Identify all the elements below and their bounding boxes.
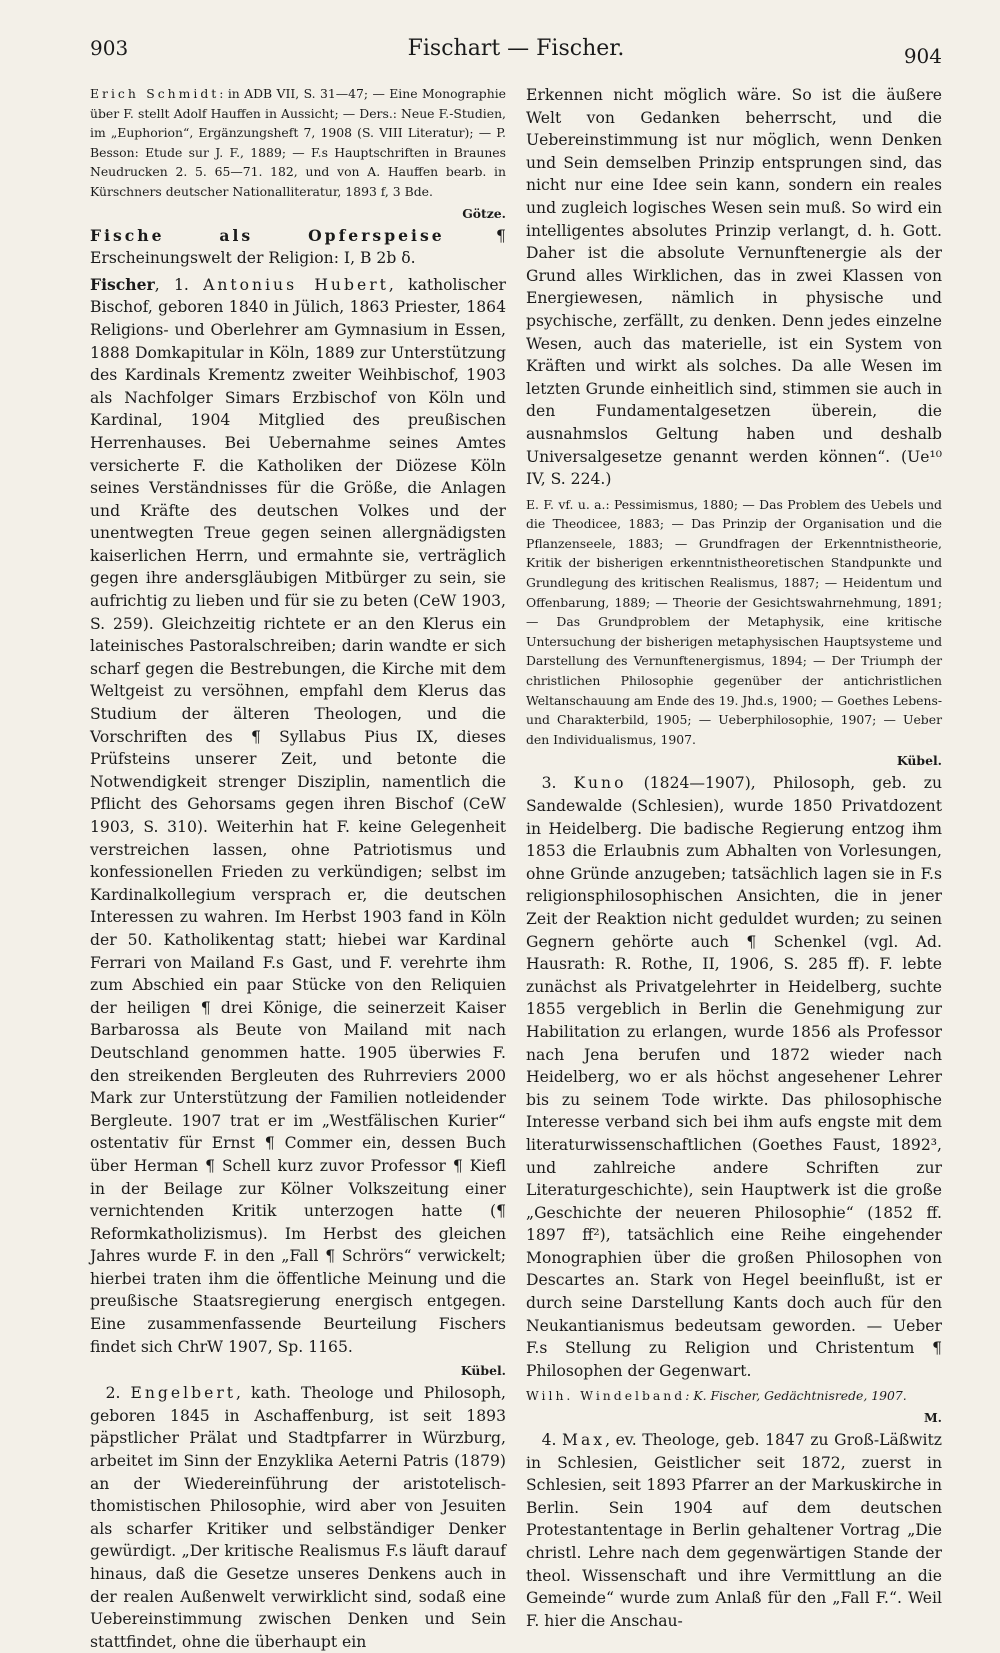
running-title: Fischart — Fischer. (407, 36, 625, 61)
entry-fische (90, 225, 506, 270)
entry-fischer-engelbert: 2. Engelbert, kath. Theologe und Philosoph, geboren 1845 in Aschaffenburg, ist seit 1893 päpstlicher Prälat und Stadtpfarrer in Würzburg, arbeitet im Sinn der Enzyklika Aeterni Patris (1879) an der Wiedereinführung der aristotelisch-thomistischen Philosophie, wird aber von Jesuiten als scharfer Kritiker und selbständiger Denker gewürdigt. „Der kritische Realismus F.s läuft darauf hinaus, daß die Gesetze unseres Denkens auch in der realen Außenwelt verwirklicht sind, sodaß eine Uebereinstimmung zwischen Denken und Sein stattfindet, ohne die überhaupt ein (90, 1384, 506, 1651)
page-number-left: 903 (90, 36, 129, 60)
person-name: Max (562, 1431, 606, 1450)
person-name: Antonius Hubert (203, 275, 389, 294)
signature: Kübel. (460, 1363, 506, 1379)
entry-continuation: Erkennen nicht möglich wäre. So ist die äußere Welt von Gedanken beherrscht, und die Uebereinstimmung ist nur möglich, wenn Denken und Sein demselben Prinzip entsprungen sind, das nicht nur eine Idee sein kann, sondern ein reales und zugleich logisches Wesen sein muß. So wird ein intelligentes absolutes Prinzip verlangt, d. h. Gott. Daher ist die absolute Vernunftenergie als der Grund alles Wirklichen, das in zwei Klassen von Energiewesen, nämlich in physische und psychische, zerfällt, zu denken. Denn jedes einzelne Wesen, auch das materielle, ist ein System von Kräften und wirkt als solches. Da alle Wesen im letzten Grunde einheitlich sind, stimmen sie auch in den Fundamentalgesetzen überein, die ausnahmslos Geltung haben und deshalb Universalgesetze genannt werden können“. (Ue¹⁰ IV, S. 224.) (526, 86, 942, 489)
bib-author: Erich Schmidt (90, 86, 220, 101)
entry-text: , katholischer Bischof, geboren 1840 in Jülich, 1863 Priester, 1864 Religions- und Oberlehrer am Gymnasium in Essen, 1888 Domkapitular in Köln, 1889 zur Unterstützung des Kardinals Krementz zweiter Weihbischof, 1903 als Nachfolger Simars Erzbischof von Köln und Kardinal, 1904 Mitglied des preußischen Herrenhauses. Bei Uebernahme seines Amtes versicherte F. die Katholiken der Diözese Köln seines Verständnisses für die Größe, die Anlagen und Kräfte des deutschen Volkes und der unentwegten Treue gegen seinen allergnädigsten kaiserlichen Herrn, und ermahnte sie, verträglich gegen ihre andersgläubigen Mitbürger zu sein, sie aufrichtig zu lieben und für sie zu beten (CeW 1903, S. 259). Gleichzeitig richtete er an den Klerus ein lateinisches Pastoralschreiben; darin wandte er sich scharf gegen die Bestrebungen, die Kirche mit dem Weltgeist zu versöhnen, empfahl dem Klerus das Studium der älteren Theologen, und die Vorschriften des ¶ Syllabus Pius IX, dieses Prüfsteins unserer Zeit, und betonte die Notwendigkeit strenger Disziplin, namentlich die Pflicht des Gehorsams gegen ihren Bischof (CeW 1903, S. 310). Weiterhin hat F. keine Gelegenheit verstreichen lassen, ohne Patriotismus und konfessionellen Frieden zu verkündigen; selbst im Kardinalkollegium versprach er, die deutschen Interessen zu wahren. Im Herbst 1903 fand in Köln der 50. Katholikentag statt; hiebei war Kardinal Ferrari von Mailand F.s Gast, und F. verehrte ihm zum Abschied ein paar Stücke von den Reliquien der heiligen ¶ drei Könige, die seinerzeit Kaiser Barbarossa als Beute von Mailand mit nach Deutschland genommen hatte. 1905 überwies F. den streikenden Bergleuten des Ruhrreviers 2000 Mark zur Unterstützung der Familien notleidender Bergleute. 1907 trat er im „Westfälischen Kurier“ ostentativ für Ernst ¶ Commer ein, dessen Buch über Herman ¶ Schell kurz zuvor Professor ¶ Kiefl in der Beilage zur Kölner Volkszeitung einer vernichtenden Kritik unterzogen hatte (¶ Reformkatholizismus). Im Herbst des gleichen Jahres wurde F. in den „Fall ¶ Schrörs“ verwickelt; hierbei traten ihm die öffentliche Meinung und die preußische Staatsregierung energisch entgegen. Eine zusammenfassende Beurteilung Fischers findet sich ChrW 1907, Sp. 1165. (90, 275, 506, 1356)
entry-fischer-max: 4. Max, ev. Theologe, geb. 1847 zu Groß-Läßwitz in Schlesien, Geistlicher seit 1872, zuerst in Schlesien, seit 1893 Pfarrer an der Markuskirche in Berlin. Sein 1904 auf dem deutschen Protestantentage in Berlin gehaltener Vortrag „Die christl. Lehre nach dem gegenwärtigen Stande der theol. Wissenschaft und ihre Vermittlung an die Gemeinde“ wurde zum Anlaß für den „Fall F.“. Weil F. hier die Anschau- (526, 1431, 942, 1630)
signature: Götze. (462, 205, 506, 221)
page-header (90, 36, 942, 76)
entry-fischer-antonius: Fischer, 1. Antonius Hubert, katholischer Bischof, geboren 1840 in Jülich, 1863 Priester, 1864 Religions- und Oberlehrer am Gymnasium in Essen, 1888 Domkapitular in Köln, 1889 zur Unterstützung des Kardinals Krementz zweiter Weihbischof, 1903 als Nachfolger Simars Erzbischof von Köln und Kardinal, 1904 Mitglied des preußischen Herrenhauses. Bei Uebernahme seines Amtes versicherte F. die Katholiken der Diözese Köln seines Verständnisses für die Größe, die Anlagen und Kräfte des deutschen Volkes und der unentwegten Treue gegen seinen allergnädigsten kaiserlichen Herrn, und ermahnte sie, verträglich gegen ihre andersgläubigen Mitbürger zu sein, sie aufrichtig zu lieben und für sie zu beten (CeW 1903, S. 259). Gleichzeitig richtete er an den Klerus ein lateinisches Pastoralschreiben; darin wandte er sich scharf gegen die Bestrebungen, die Kirche mit dem Weltgeist zu versöhnen, empfahl dem Klerus das Studium der älteren Theologen, und die Vorschriften des ¶ Syllabus Pius IX, dieses Prüfsteins unserer Zeit, und betonte die Notwendigkeit strenger Disziplin, namentlich die Pflicht des Gehorsams gegen ihren Bischof (CeW 1903, S. 310). Weiterhin hat F. keine Gelegenheit verstreichen lassen, ohne Patriotismus und konfessionellen Frieden zu verkündigen; selbst im Kardinalkollegium versprach er, die deutschen Interessen zu wahren. Im Herbst 1903 fand in Köln der 50. Katholikentag statt; hiebei war Kardinal Ferrari von Mailand F.s Gast, und F. verehrte ihm zum Abschied ein paar Stücke von den Reliquien der heiligen ¶ drei Könige, die seinerzeit Kaiser Barbarossa als Beute von Mailand mit nach Deutschland genommen hatte. 1905 überwies F. den streikenden Bergleuten des Ruhrreviers 2000 Mark zur Unterstützung der Familien notleidender Bergleute. 1907 trat er im „Westfälischen Kurier“ ostentativ für Ernst ¶ Commer ein, dessen Buch über Herman ¶ Schell kurz zuvor Professor ¶ Kiefl in der Beilage zur Kölner Volkszeitung einer vernichtenden Kritik unterzogen hatte (¶ Reformkatholizismus). Im Herbst des gleichen Jahres wurde F. in den „Fall ¶ Schrörs“ verwickelt; hierbei traten ihm die öffentliche Meinung und die preußische Staatsregierung energisch entgegen. Eine zusammenfassende Beurteilung Fischers findet sich ChrW 1907, Sp. 1165. (90, 274, 506, 1356)
bibliography-engelbert: E. F. vf. u. a.: Pessimismus, 1880; — Das Problem des Uebels und die Theodicee, 1883; — Das Prinzip der Organisation und die Pflanzenseele, 1883; — Grundfragen der Erkenntnistheorie, Kritik der bisherigen erkenntnistheoretischen Standpunkte und Grundlegung des kritischen Realismus, 1887; — Heidentum und Offenbarung, 1889; — Theorie der Gesichtswahrnehmung, 1891; — Das Grundproblem der Metaphysik, eine kritische Untersuchung der bisherigen metaphysischen Hauptsysteme und Darstellung des Vernunftenergismus, 1894; — Der Triumph der christlichen Philosophie gegenüber der antichristlichen Weltanschauung am Ende des 19. Jhd.s, 1900; — Goethes Lebens- und Charakterbild, 1905; — Ueberphilosophie, 1907; — Ueber den Individualismus, 1907. (526, 496, 943, 747)
left-column (90, 84, 506, 1651)
entry-text: (1824—1907), Philosoph, geb. zu Sandewalde (Schlesien), wurde 1850 Privatdozent in Heidelberg. Die badische Regierung entzog ihm 1853 die Erlaubnis zum Abhalten von Vorlesungen, ohne Gründe anzugeben; tatsächlich lagen sie in F.s religionsphilosophischen Ansichten, die in jener Zeit der Reaktion nicht geduldet wurden; zu seinen Gegnern gehörte auch ¶ Schenkel (vgl. Ad. Hausrath: R. Rothe, II, 1906, S. 285 ff). F. lebte zunächst als Privatgelehrter in Heidelberg, suchte 1855 vergeblich in Berlin die Genehmigung zur Habilitation zu erlangen, wurde 1856 als Professor nach Jena berufen und 1872 wieder nach Heidelberg, wo er als höchst angesehener Lehrer bis zu seinem Tode wirkte. Das philosophische Interesse verband sich bei ihm aufs engste mit dem literaturwissenschaftlichen (Goethes Faust, 1892³, und zahlreiche andere Schriften zur Literaturgeschichte), sein Hauptwerk ist die große „Geschichte der neueren Philosophie“ (1852 ff. 1897 ff²), tatsächlich eine Reihe eingehender Monographien über die großen Philosophen von Descartes an. Stark von Hegel beeinflußt, ist er durch seine Darstellung Kants doch auch für den Neukantianismus bedeutsam geworden. — Ueber F.s Stellung zu Religion und Christentum ¶ Philosophen der Gegenwart. (526, 774, 942, 1380)
entry-heading: Fische als Opferspeise (90, 225, 445, 245)
right-column (526, 84, 943, 1630)
entry-fischer-kuno: 3. Kuno (1824—1907), Philosoph, geb. zu Sandewalde (Schlesien), wurde 1850 Privatdozent in Heidelberg. Die badische Regierung entzog ihm 1853 die Erlaubnis zum Abhalten von Vorlesungen, ohne Gründe anzugeben; tatsächlich lagen sie in F.s religionsphilosophischen Ansichten, die in jener Zeit der Reaktion nicht geduldet wurden; zu seinen Gegnern gehörte auch ¶ Schenkel (vgl. Ad. Hausrath: R. Rothe, II, 1906, S. 285 ff). F. lebte zunächst als Privatgelehrter in Heidelberg, suchte 1855 vergeblich in Berlin die Genehmigung zur Habilitation zu erlangen, wurde 1856 als Professor nach Jena berufen und 1872 wieder nach Heidelberg, wo er als höchst angesehener Lehrer bis zu seinem Tode wirkte. Das philosophische Interesse verband sich bei ihm aufs engste mit dem literaturwissenschaftlichen (Goethes Faust, 1892³, und zahlreiche andere Schriften zur Literaturgeschichte), sein Hauptwerk ist die große „Geschichte der neueren Philosophie“ (1852 ff. 1897 ff²), tatsächlich eine Reihe eingehender Monographien über die großen Philosophen von Descartes an. Stark von Hegel beeinflußt, ist er durch seine Darstellung Kants doch auch für den Neukantianismus bedeutsam geworden. — Ueber F.s Stellung zu Religion und Christentum ¶ Philosophen der Gegenwart. (526, 774, 942, 1380)
person-name: Engelbert (130, 1384, 237, 1403)
signature: Kübel. (896, 753, 942, 769)
entry-text: , ev. Theologe, geb. 1847 zu Groß-Läßwitz in Schlesien, Geistlicher seit 1872, zuerst in Schlesien, seit 1893 Pfarrer an der Markuskirche in Berlin. Sein 1904 auf dem deutschen Protestantentage in Berlin gehaltener Vortrag „Die christl. Lehre nach dem gegenwärtigen Stande der theol. Wissenschaft und ihre Vermittlung an die Gemeinde“ wurde zum Anlaß für den „Fall F.“. Weil F. hier die Anschau- (526, 1431, 942, 1630)
signature: M. (923, 1410, 942, 1426)
entry-text: ¶ Erscheinungswelt der Religion: I, B 2b δ. (90, 226, 506, 268)
page-number-right: 904 (903, 44, 942, 68)
bib-text: : K. Fischer, Gedächtnisrede, 1907. (685, 1388, 907, 1404)
person-name: Kuno (573, 774, 627, 793)
entry-heading: Fischer (90, 274, 155, 294)
bibliography-kuno (526, 1386, 942, 1406)
text-columns (90, 84, 943, 1651)
entry-text: , kath. Theologe und Philosoph, geboren 1845 in Aschaffenburg, ist seit 1893 päpstlicher Prälat und Stadtpfarrer in Würzburg, arbeitet im Sinn der Enzyklika Aeterni Patris (1879) an der Wiedereinführung der aristotelisch-thomistischen Philosophie, wird aber von Jesuiten als scharfer Kritiker und selbständiger Denker gewürdigt. „Der kritische Realismus F.s läuft darauf hinaus, daß die Gesetze unseres Denkens auch in der realen Außenwelt verwirklicht sind, sodaß eine Uebereinstimmung zwischen Denken und Sein stattfindet, ohne die überhaupt ein (90, 1384, 506, 1651)
bib-author: Wilh. Windelband (526, 1388, 686, 1404)
bib-text: : in ADB VII, S. 31—47; — Eine Monographie über F. stellt Adolf Hauffen in Aussicht; — Ders.: Neue F.-Studien, im „Euphorion“, Ergänzungsheft 7, 1908 (S. VIII Literatur); — P. Besson: Etude sur J. F., 1889; — F.s Hauptschriften in Braunes Neudrucken 2. 5. 65—71. 182, und von A. Hauffen bearb. in Kürschners deutscher Nationalliteratur, 1893 f, 3 Bde. (90, 86, 506, 199)
bibliography-erich-schmidt (90, 84, 506, 202)
